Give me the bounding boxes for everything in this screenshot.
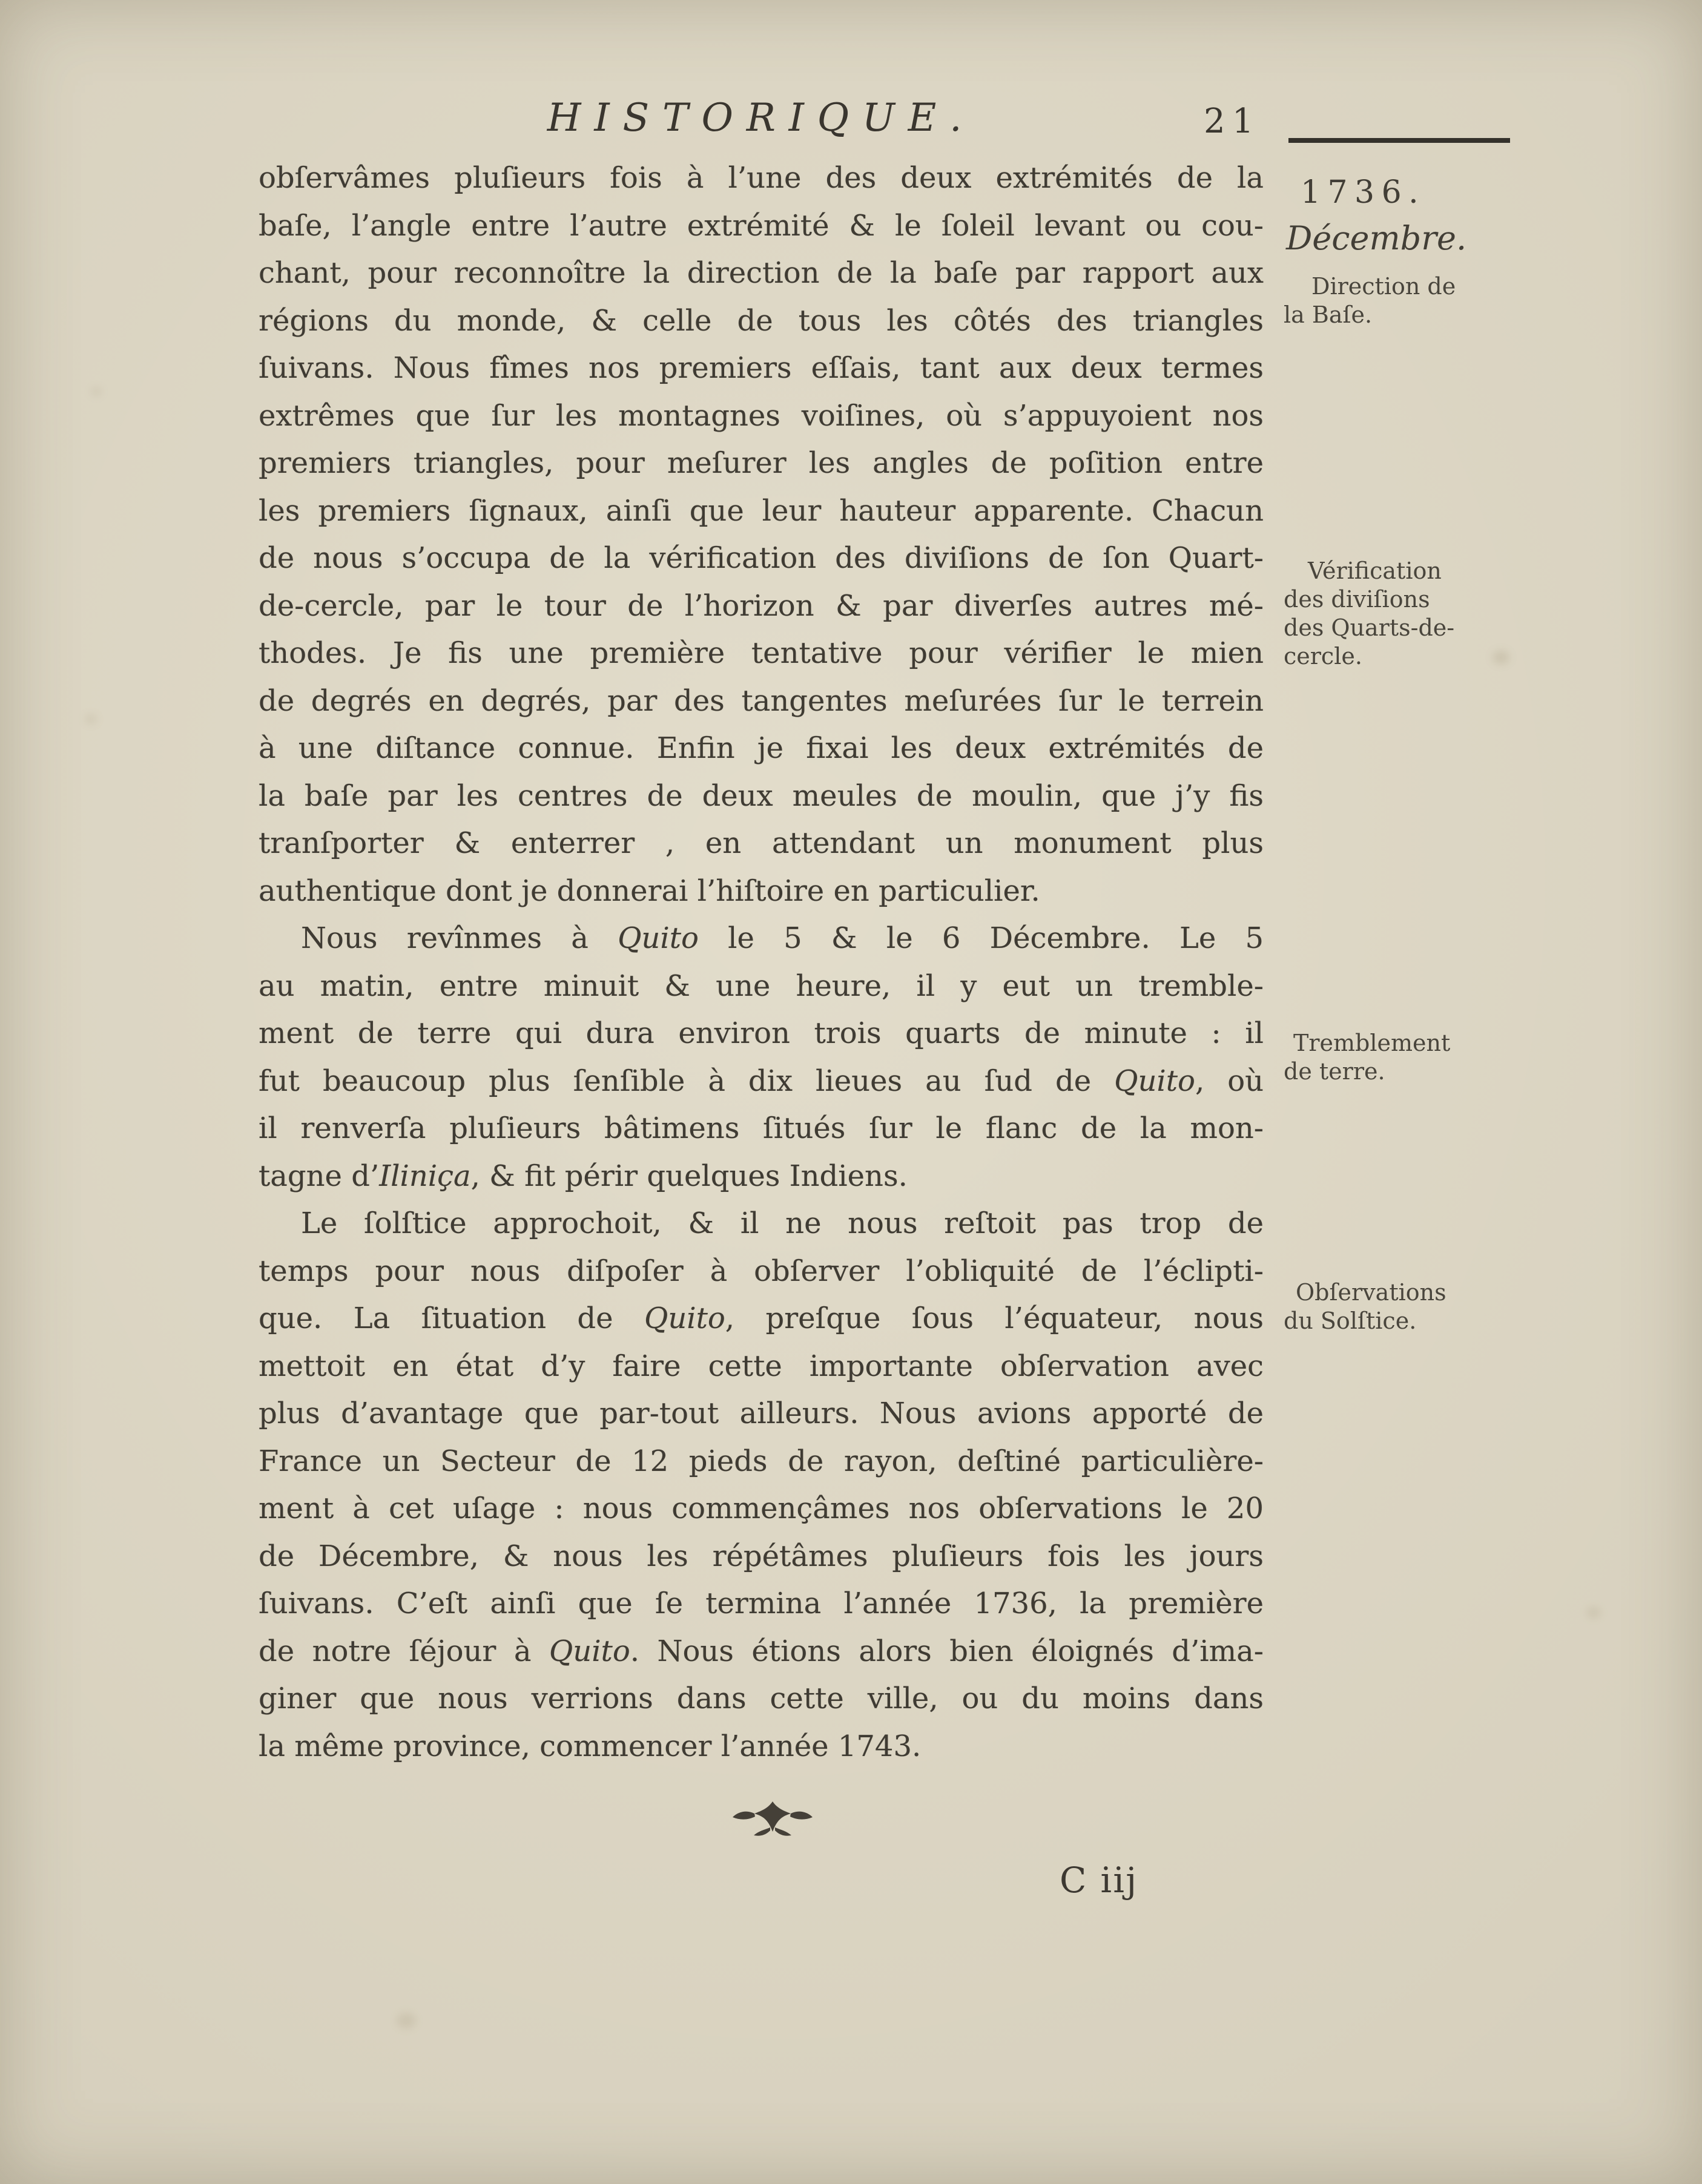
- text-line: ment de terre qui dura environ trois quarts de minute : il: [259, 1016, 1264, 1050]
- text-line: ſuivans. Nous fîmes nos premiers eſſais, tant aux deux termes: [259, 351, 1264, 385]
- margin-rule: [1288, 138, 1510, 143]
- page-title: HISTORIQUE.: [547, 96, 975, 140]
- text-line: temps pour nous diſpoſer à obſerver l’obliquité de l’éclipti-: [259, 1254, 1264, 1288]
- note-line: Tremblement: [1293, 1030, 1451, 1056]
- note-line: des Quarts-de-: [1284, 614, 1455, 641]
- margin-note-direction-base: [1284, 272, 1635, 329]
- text-line: Nous revînmes à Quito le 5 & le 6 Décembre. Le 5: [301, 921, 1264, 955]
- text-line: thodes. Je fis une première tentative pour vérifier le mien: [259, 636, 1264, 670]
- margin-note-tremblement: [1284, 1029, 1635, 1086]
- text-line: fut beaucoup plus ſenſible à dix lieues au ſud de Quito, où: [259, 1064, 1264, 1098]
- text-line: plus d’avantage que par-tout ailleurs. Nous avions apporté de: [259, 1396, 1264, 1430]
- note-line: la Baſe.: [1284, 301, 1373, 328]
- body-text: [259, 154, 1264, 1770]
- text-line: extrêmes que ſur les montagnes voiſines, où s’appuyoient nos: [259, 398, 1264, 433]
- text-line: de Décembre, & nous les répétâmes pluſieurs fois les jours: [259, 1539, 1264, 1573]
- text-line: à une diſtance connue. Enfin je fixai les deux extrémités de: [259, 731, 1264, 765]
- note-line: du Solſtice.: [1284, 1307, 1417, 1334]
- margin-note-verification-quarts: [1284, 557, 1635, 671]
- age-spot: [1493, 651, 1509, 664]
- text-line: régions du monde, & celle de tous les côtés des triangles: [259, 303, 1264, 338]
- fleuron-ornament: [730, 1799, 815, 1839]
- age-spot: [85, 714, 97, 724]
- text-line: giner que nous verrions dans cette ville, ou du moins dans: [259, 1682, 1264, 1715]
- note-line: Direction de: [1311, 273, 1456, 300]
- text-line: les premiers ſignaux, ainſi que leur hauteur apparente. Chacun: [259, 493, 1264, 528]
- age-spot: [1586, 1607, 1601, 1618]
- text-line: France un Secteur de 12 pieds de rayon, deſtiné particulière-: [259, 1444, 1264, 1478]
- text-line: de degrés en degrés, par des tangentes meſurées ſur le terrein: [259, 683, 1264, 718]
- note-line: Vérification: [1308, 558, 1442, 584]
- text-line: au matin, entre minuit & une heure, il y eut un tremble-: [259, 969, 1264, 1003]
- text-line: authentique dont je donnerai l’hiſtoire en particulier.: [259, 873, 1040, 908]
- text-line: baſe, l’angle entre l’autre extrémité & le ſoleil levant ou cou-: [259, 208, 1264, 243]
- text-line: obſervâmes pluſieurs fois à l’une des deux extrémités de la: [259, 161, 1264, 195]
- text-line: la baſe par les centres de deux meules de moulin, que j’y fis: [259, 778, 1264, 813]
- text-line: chant, pour reconnoître la direction de la baſe par rapport aux: [259, 256, 1264, 290]
- text-line: de notre ſéjour à Quito. Nous étions alors bien éloignés d’ima-: [259, 1634, 1264, 1668]
- text-line: tranſporter & enterrer , en attendant un monument plus: [259, 826, 1264, 860]
- margin-note-solstice: [1284, 1278, 1635, 1335]
- margin-year: 1736.: [1301, 174, 1426, 211]
- note-line: cercle.: [1284, 643, 1362, 669]
- text-line: ment à cet uſage : nous commençâmes nos obſervations le 20: [259, 1492, 1264, 1525]
- text-line: il renverſa pluſieurs bâtimens ſitués ſur le flanc de la mon-: [259, 1111, 1264, 1145]
- note-line: Obſervations: [1296, 1279, 1446, 1306]
- age-spot: [91, 387, 102, 396]
- text-line: de nous s’occupa de la vérification des diviſions de ſon Quart-: [259, 541, 1264, 575]
- note-line: des diviſions: [1284, 586, 1430, 613]
- text-line: Le ſolſtice approchoit, & il ne nous reſtoit pas trop de: [301, 1206, 1264, 1240]
- text-line: la même province, commencer l’année 1743.: [259, 1729, 922, 1763]
- margin-month: Décembre.: [1286, 219, 1467, 257]
- text-line: mettoit en état d’y faire cette importante obſervation avec: [259, 1349, 1264, 1383]
- page-number: 21: [1204, 102, 1261, 141]
- age-spot: [397, 2013, 416, 2028]
- text-line: premiers triangles, pour meſurer les angles de poſition entre: [259, 446, 1264, 480]
- note-line: de terre.: [1284, 1058, 1385, 1085]
- signature-mark: C iij: [1060, 1860, 1138, 1901]
- text-line: que. La ſituation de Quito, preſque ſous l’équateur, nous: [259, 1301, 1264, 1335]
- text-line: tagne d’Iliniça, & fit périr quelques Indiens.: [259, 1159, 908, 1193]
- text-line: ſuivans. C’eſt ainſi que ſe termina l’année 1736, la première: [259, 1587, 1264, 1620]
- text-line: de-cercle, par le tour de l’horizon & par diverſes autres mé-: [259, 588, 1264, 623]
